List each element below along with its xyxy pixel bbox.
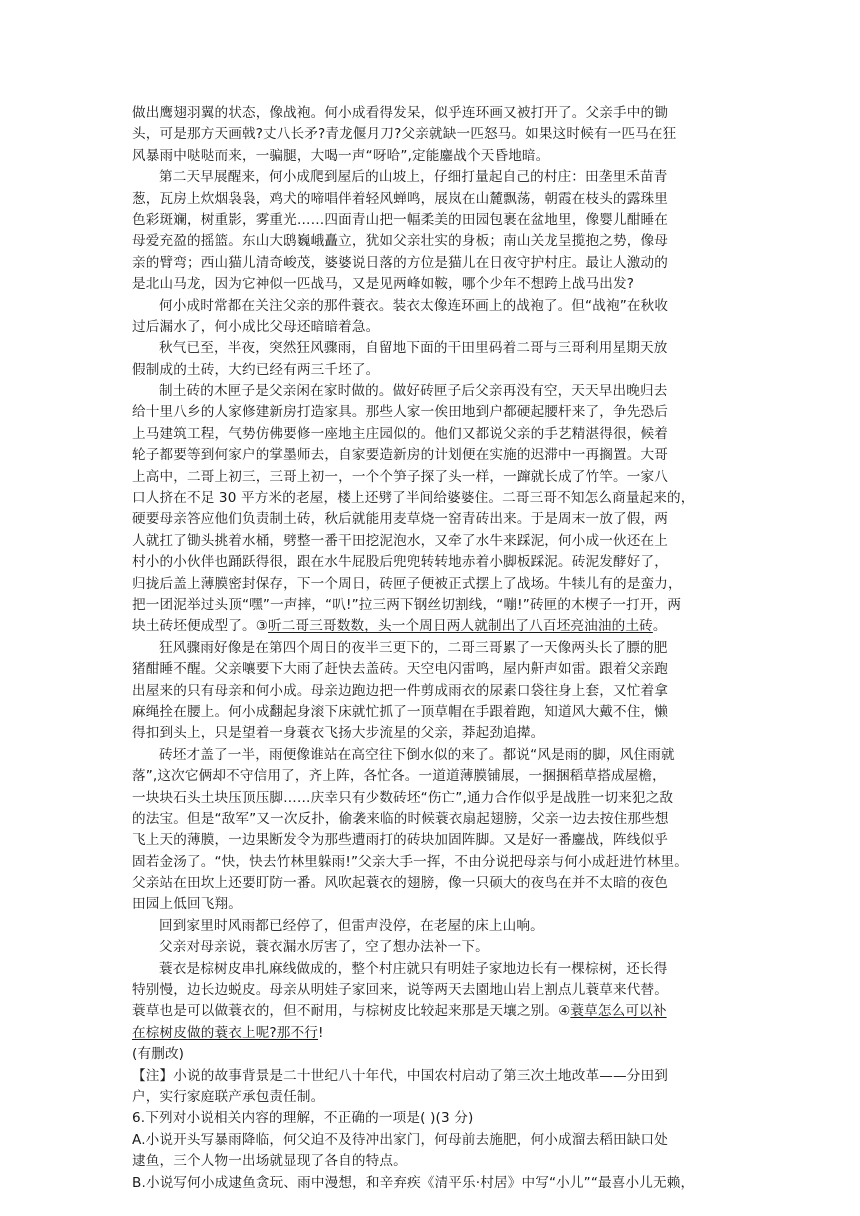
text-line — [132, 937, 737, 958]
line-text: 是北山马龙，因为它神似一匹战马，又是见两峰如鞍，哪个少年不想跨上战马出发? — [132, 276, 635, 293]
line-text: 葱，瓦房上炊烟袅袅，鸡犬的啼唱伴着轻风蝉鸣，展岚在山麓飘荡，朝霞在枝头的露珠里 — [132, 190, 669, 207]
line-text: 固若金汤了。“快，快去竹林里躲雨!”父亲大手一挥，不由分说把母亲与何小成赶进竹林里。 — [132, 853, 688, 870]
question-stem: 6.下列对小说相关内容的理解，不正确的一项是( )(3 分) — [132, 1110, 474, 1127]
line-text: 色彩斑斓，树重影，雾重光……四面青山把一幅柔美的田园包裹在盆地里，像婴儿酣睡在 — [132, 211, 669, 228]
text-line — [132, 231, 737, 252]
text-line — [132, 509, 737, 530]
underlined-sentence: 在棕树皮做的蓑衣上呢?那不行 — [132, 1024, 319, 1041]
line-text: 砖坯才盖了一半，雨便像谁站在高空往下倒水似的来了。都说“风是雨的脚，风住雨就 — [159, 746, 675, 763]
body-paragraph — [132, 916, 737, 937]
text-line — [132, 467, 737, 488]
text-line — [132, 381, 737, 402]
body-paragraph — [132, 638, 737, 745]
line-text: 父亲对母亲说，蓑衣漏水厉害了，空了想办法补一下。 — [159, 939, 489, 956]
line-text: 硬要母亲答应他们负责制土砖，秋后就能用麦草烧一窑青砖出来。于是周末一放了假，两 — [132, 511, 669, 528]
text-line — [132, 552, 737, 573]
line-text: 第二天早展醒来，何小成爬到屋后的山坡上，仔细打量起自己的村庄：田垄里禾苗青 — [159, 169, 668, 186]
line-text: 秋气已至，半夜，突然狂风骤雨，自留地下面的干田里码着二哥与三哥利用星期天放 — [159, 340, 668, 357]
footnote-cont: 户，实行家庭联产承包责任制。 — [132, 1088, 325, 1105]
line-text: 落”,这次它俩却不守信用了，齐上阵，各忙各。一道道薄膜铺展，一捆捆稻草搭成屋檐， — [132, 768, 666, 785]
line-text: 飞上天的薄膜，一边果断发令为那些遭雨打的砖块加固阵脚。又是好一番鏖战，阵线似乎 — [132, 832, 669, 849]
question-option: B.小说写何小成逮鱼贪玩、雨中漫想，和辛弃疾《清平乐·村居》中写“小儿”“最喜小儿无赖， — [132, 1174, 695, 1191]
body-paragraph — [132, 745, 737, 916]
text-line — [132, 424, 737, 445]
text-line — [132, 702, 737, 723]
line-text: 头，可是那方天画戟?丈八长矛?青龙偃月刀?父亲就缺一匹怒马。如果这时候有一匹马在狂 — [132, 126, 677, 143]
text-line — [132, 745, 737, 766]
text-line — [132, 852, 737, 873]
question-option: 逮鱼，三个人物一出场就显现了各自的特点。 — [132, 1153, 407, 1170]
line-text: 蓑衣是棕树皮串扎麻线做成的，整个村庄就只有明娃子家地边长有一棵棕树，还长得 — [159, 960, 668, 977]
line-text: 田园上低回飞翔。 — [132, 896, 242, 913]
text-line — [132, 830, 737, 851]
line-text: 狂风骤雨好像是在第四个周日的夜半三更下的，二哥三哥累了一天像两头长了膘的肥 — [159, 639, 668, 656]
body-paragraph — [132, 959, 737, 1045]
line-text: 做出鹰翅羽翼的状态，像战袍。何小成看得发呆，似乎连环画又被打开了。父亲手中的锄 — [132, 105, 669, 121]
line-text: 给十里八乡的人家修建新房打造家具。那些人家一俟田地到户都硬起腰杆来了，争先恐后 — [132, 404, 669, 421]
line-text: 过后漏水了，何小成比父母还暗暗着急。 — [132, 318, 380, 335]
text-line — [132, 167, 737, 188]
line-text: 母爱充盈的摇篮。东山大鸱巍峨矗立，犹如父亲壮实的身板；南山关龙呈揽抱之势，像母 — [132, 233, 669, 250]
text-line — [132, 531, 737, 552]
text-line — [132, 253, 737, 274]
question-option: A.小说开头写暴雨降临，何父迫不及待冲出家门，何母前去施肥，何小成溜去稻田缺口处 — [132, 1131, 668, 1148]
line-text: 人就扛了锄头挑着水桶，劈整一番干田挖泥泡水，又牵了水牛来踩泥，何小成一伙还在上 — [132, 532, 669, 549]
line-text: 出屋来的只有母亲和何小成。母亲边跑边把一件剪成雨衣的尿素口袋往身上套，又忙着拿 — [132, 682, 669, 699]
line-text: 口人挤在不足 30 平方米的老屋，楼上还劈了半间给婆婆住。二哥三哥不知怎么商量起来的， — [132, 490, 695, 507]
line-text: 把一团泥举过头顶“嘿”一声摔，“叭!”拉三两下钢丝切割线，“嘣!”砖匣的木楔子一打开，两 — [132, 596, 682, 613]
body-paragraph — [132, 167, 737, 295]
text-line — [132, 1001, 737, 1022]
text-line — [132, 681, 737, 702]
line-text: 蓑草也是可以做蓑衣的，但不耐用，与棕树皮比较起来那是天壤之别。 — [132, 1003, 559, 1020]
text-line — [132, 916, 737, 937]
body-paragraph — [132, 381, 737, 638]
line-tail: ! — [318, 1024, 324, 1041]
text-line — [132, 980, 737, 1001]
text-line — [132, 103, 737, 124]
line-text: 何小成时常都在关注父亲的那件蓑衣。装衣太像连环画上的战袍了。但“战袍”在秋收 — [159, 297, 669, 314]
text-line — [132, 445, 737, 466]
line-text: 特别慢，边长边蜕皮。母亲从明娃子家回来，说等两天去園地山岩上割点儿蓑草来代替。 — [132, 982, 669, 999]
line-text: 父亲站在田坎上还要盯防一番。风吹起蓑衣的翅膀，像一只硕大的夜鸟在并不太暗的夜色 — [132, 875, 669, 892]
document-page — [132, 103, 737, 1194]
line-text: 的法宝。但是“敌军”又一次反扑，偷袭来临的时候蓑衣扇起翅膀，父亲一边去按住那些想 — [132, 810, 669, 827]
text-line — [132, 189, 737, 210]
body-paragraph — [132, 103, 737, 167]
text-line — [132, 595, 737, 616]
line-text: 假制成的土砖，大约已经有两三千坯了。 — [132, 361, 380, 378]
text-line — [132, 338, 737, 359]
text-line — [132, 809, 737, 830]
body-paragraph — [132, 937, 737, 958]
sentence-marker: ④ — [558, 1003, 571, 1020]
line-text: 亲的臂弯；西山猫儿清奇峻茂，婆婆说日落的方位是猫儿在日夜守护村庄。最让人激动的 — [132, 254, 669, 271]
underlined-sentence: 听二哥三哥数数，头一个周日两人就制出了八百坯亮油油的土砖 — [268, 618, 653, 635]
text-line — [132, 894, 737, 915]
line-text: 得扣到头上，只是望着一身蓑衣飞扬大步流星的父亲，莽起劲追撵。 — [132, 725, 545, 742]
text-line — [132, 574, 737, 595]
text-line — [132, 723, 737, 744]
text-line — [132, 873, 737, 894]
text-line — [132, 959, 737, 980]
line-text: 村小的小伙伴也踊跃得很，跟在水牛屁股后兜兜转转地赤着小脚板踩泥。砖泥发酵好了， — [132, 554, 669, 571]
text-line — [132, 1023, 737, 1044]
text-line — [132, 124, 737, 145]
line-text: 制土砖的木匣子是父亲闲在家时做的。做好砖匣子后父亲再没有空，天天早出晚归去 — [159, 383, 668, 400]
line-text: 块土砖坯便成型了。 — [132, 618, 256, 635]
text-line — [132, 296, 737, 317]
source-note: (有删改) — [132, 1046, 185, 1063]
text-line — [132, 766, 737, 787]
body-paragraph — [132, 338, 737, 381]
line-text: 一块块石头土块压顶压脚……庆幸只有少数砖坯“伤亡”,通力合作似乎是战胜一切来犯之敌 — [132, 789, 674, 806]
text-line — [132, 788, 737, 809]
body-paragraph — [132, 296, 737, 339]
text-line — [132, 317, 737, 338]
text-line — [132, 638, 737, 659]
text-line — [132, 210, 737, 231]
text-line — [132, 146, 737, 167]
text-line — [132, 402, 737, 423]
line-text: 归拢后盖上薄膜密封保存，下一个周日，砖匣子便被正式摆上了战场。牛犊儿有的是蛮力， — [132, 575, 682, 592]
line-text: 上高中，二哥上初三，三哥上初一，一个个笋子探了头一样，一蹿就长成了竹竿。一家八 — [132, 468, 669, 485]
underlined-sentence: 蓑草怎么可以补 — [570, 1003, 667, 1020]
line-text: 轮子都要等到何家户的掌墨师去，自家要造新房的计划便在实施的迟滞中一再搁置。大哥 — [132, 447, 669, 464]
line-tail: 。 — [652, 618, 667, 635]
text-line — [132, 360, 737, 381]
line-text: 回到家里时风雨都已经停了，但雷声没停，在老屋的床上山响。 — [159, 917, 544, 934]
text-line — [132, 659, 737, 680]
text-line — [132, 616, 737, 637]
text-line — [132, 274, 737, 295]
line-text: 风暴雨中哒哒而来，一骗腿，大喝一声“呀哈”,定能鏖战个天昏地暗。 — [132, 147, 550, 164]
sentence-marker: ③ — [255, 618, 269, 635]
footnote: 【注】小说的故事背景是二十世纪八十年代，中国农村启动了第三次土地改革——分田到 — [132, 1067, 669, 1084]
line-text: 麻绳拴在腰上。何小成翻起身滚下床就忙抓了一顶草帽在手跟着跑，知道风大戴不住，懒 — [132, 703, 669, 720]
line-text: 猪酣睡不醒。父亲嚷要下大雨了赶快去盖砖。天空电闪雷鸣，屋内鼾声如雷。跟着父亲跑 — [132, 661, 669, 678]
line-text: 上马建筑工程，气势仿佛要修一座地主庄园似的。他们又都说父亲的手艺精湛得很，候着 — [132, 425, 669, 442]
text-line — [132, 488, 737, 509]
